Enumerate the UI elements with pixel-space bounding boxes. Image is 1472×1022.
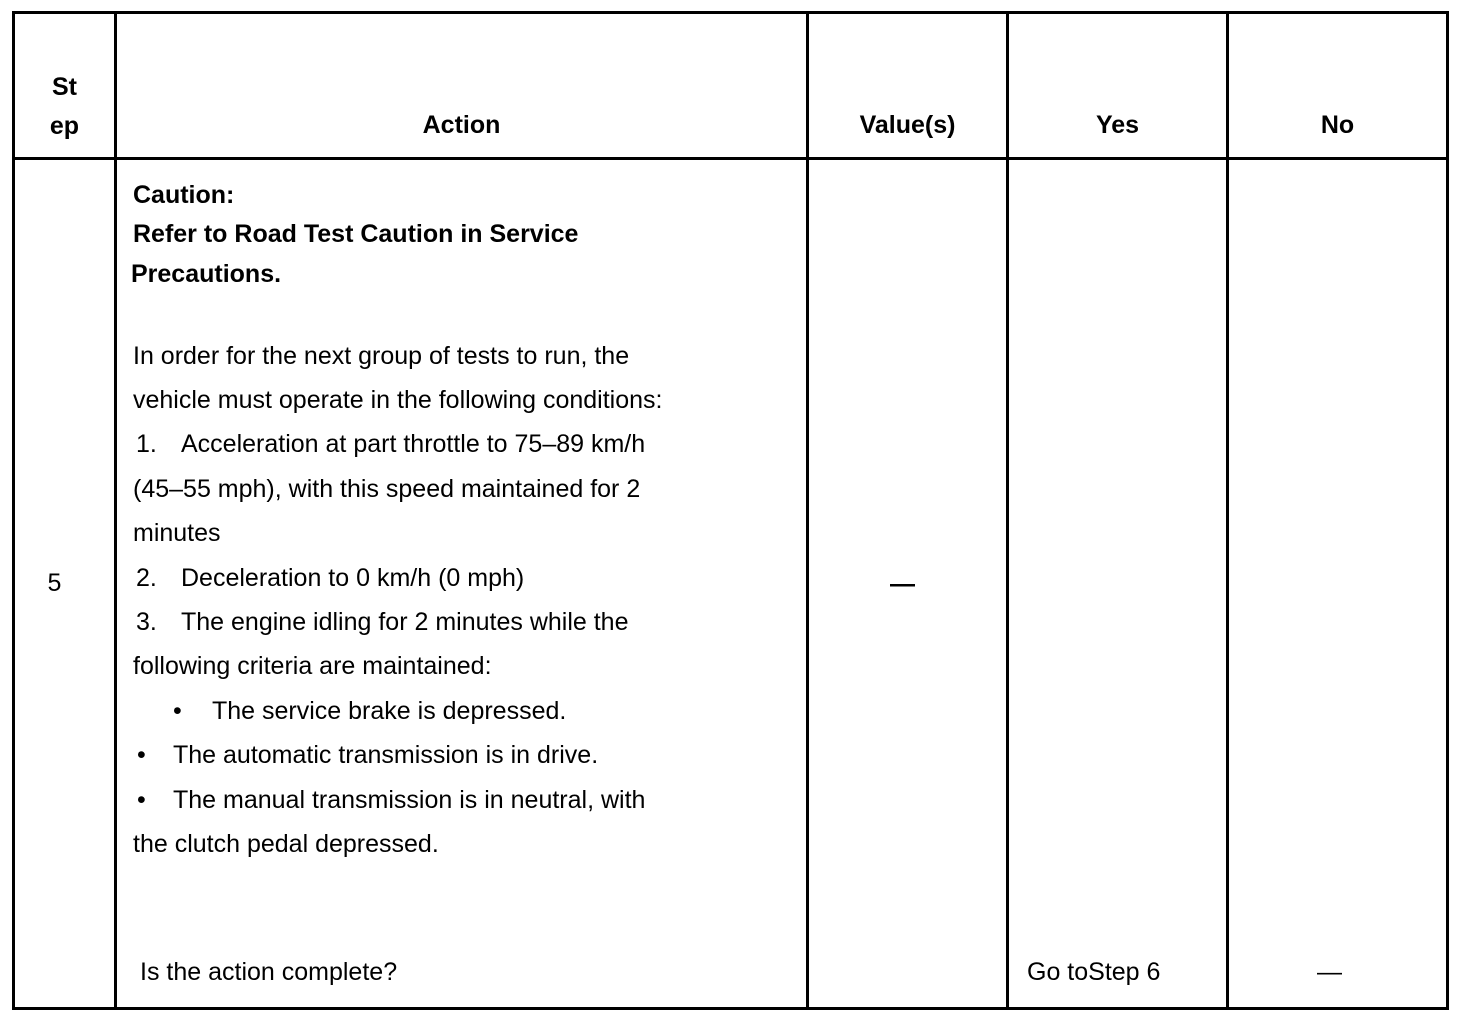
header-divider xyxy=(12,157,1449,160)
header-values: Value(s) xyxy=(859,111,956,139)
item1-line2: (45–55 mph), with this speed maintained for 2 xyxy=(133,475,641,503)
header-step xyxy=(15,68,114,146)
column-divider-action xyxy=(806,11,809,1010)
intro-line1: In order for the next group of tests to run, the xyxy=(133,342,630,370)
item3-line1: The engine idling for 2 minutes while the xyxy=(181,608,629,636)
intro-line2: vehicle must operate in the following conditions: xyxy=(133,386,663,414)
no-dash: — xyxy=(1317,958,1342,986)
bullet3-line1: The manual transmission is in neutral, with xyxy=(173,786,646,814)
value-dash: — xyxy=(890,570,915,598)
item1-line3: minutes xyxy=(133,519,221,547)
caution-title: Caution: xyxy=(133,181,235,209)
bullet1-text: The service brake is depressed. xyxy=(212,697,567,725)
header-yes: Yes xyxy=(1095,111,1140,139)
caution-line2: Precautions. xyxy=(131,260,282,288)
bullet3-line2: the clutch pedal depressed. xyxy=(133,830,439,858)
header-action: Action xyxy=(422,111,501,139)
header-step-line2: ep xyxy=(49,112,80,140)
bullet2-icon: • xyxy=(137,741,146,769)
column-divider-yes xyxy=(1226,11,1229,1010)
table-border-right xyxy=(1446,11,1449,1010)
caution-line1: Refer to Road Test Caution in Service xyxy=(133,220,579,248)
bullet1-icon: • xyxy=(173,697,182,725)
item1-line1: Acceleration at part throttle to 75–89 km/h xyxy=(181,430,646,458)
item2-line1: Deceleration to 0 km/h (0 mph) xyxy=(181,564,525,592)
step-number: 5 xyxy=(47,569,62,597)
item3-number: 3. xyxy=(136,608,157,636)
column-divider-values xyxy=(1006,11,1009,1010)
table-border-bottom xyxy=(12,1007,1449,1010)
column-divider-step xyxy=(114,11,117,1010)
table-border-top xyxy=(12,11,1449,14)
item2-number: 2. xyxy=(136,564,157,592)
item3-line2: following criteria are maintained: xyxy=(133,652,492,680)
bullet2-text: The automatic transmission is in drive. xyxy=(173,741,599,769)
item1-number: 1. xyxy=(136,430,157,458)
header-no: No xyxy=(1320,111,1355,139)
yes-goto-step: Go toStep 6 xyxy=(1027,958,1161,986)
bullet3-icon: • xyxy=(137,786,146,814)
table-border-left xyxy=(12,11,15,1010)
header-step-line1: St xyxy=(52,73,77,101)
question-text: Is the action complete? xyxy=(140,958,398,986)
